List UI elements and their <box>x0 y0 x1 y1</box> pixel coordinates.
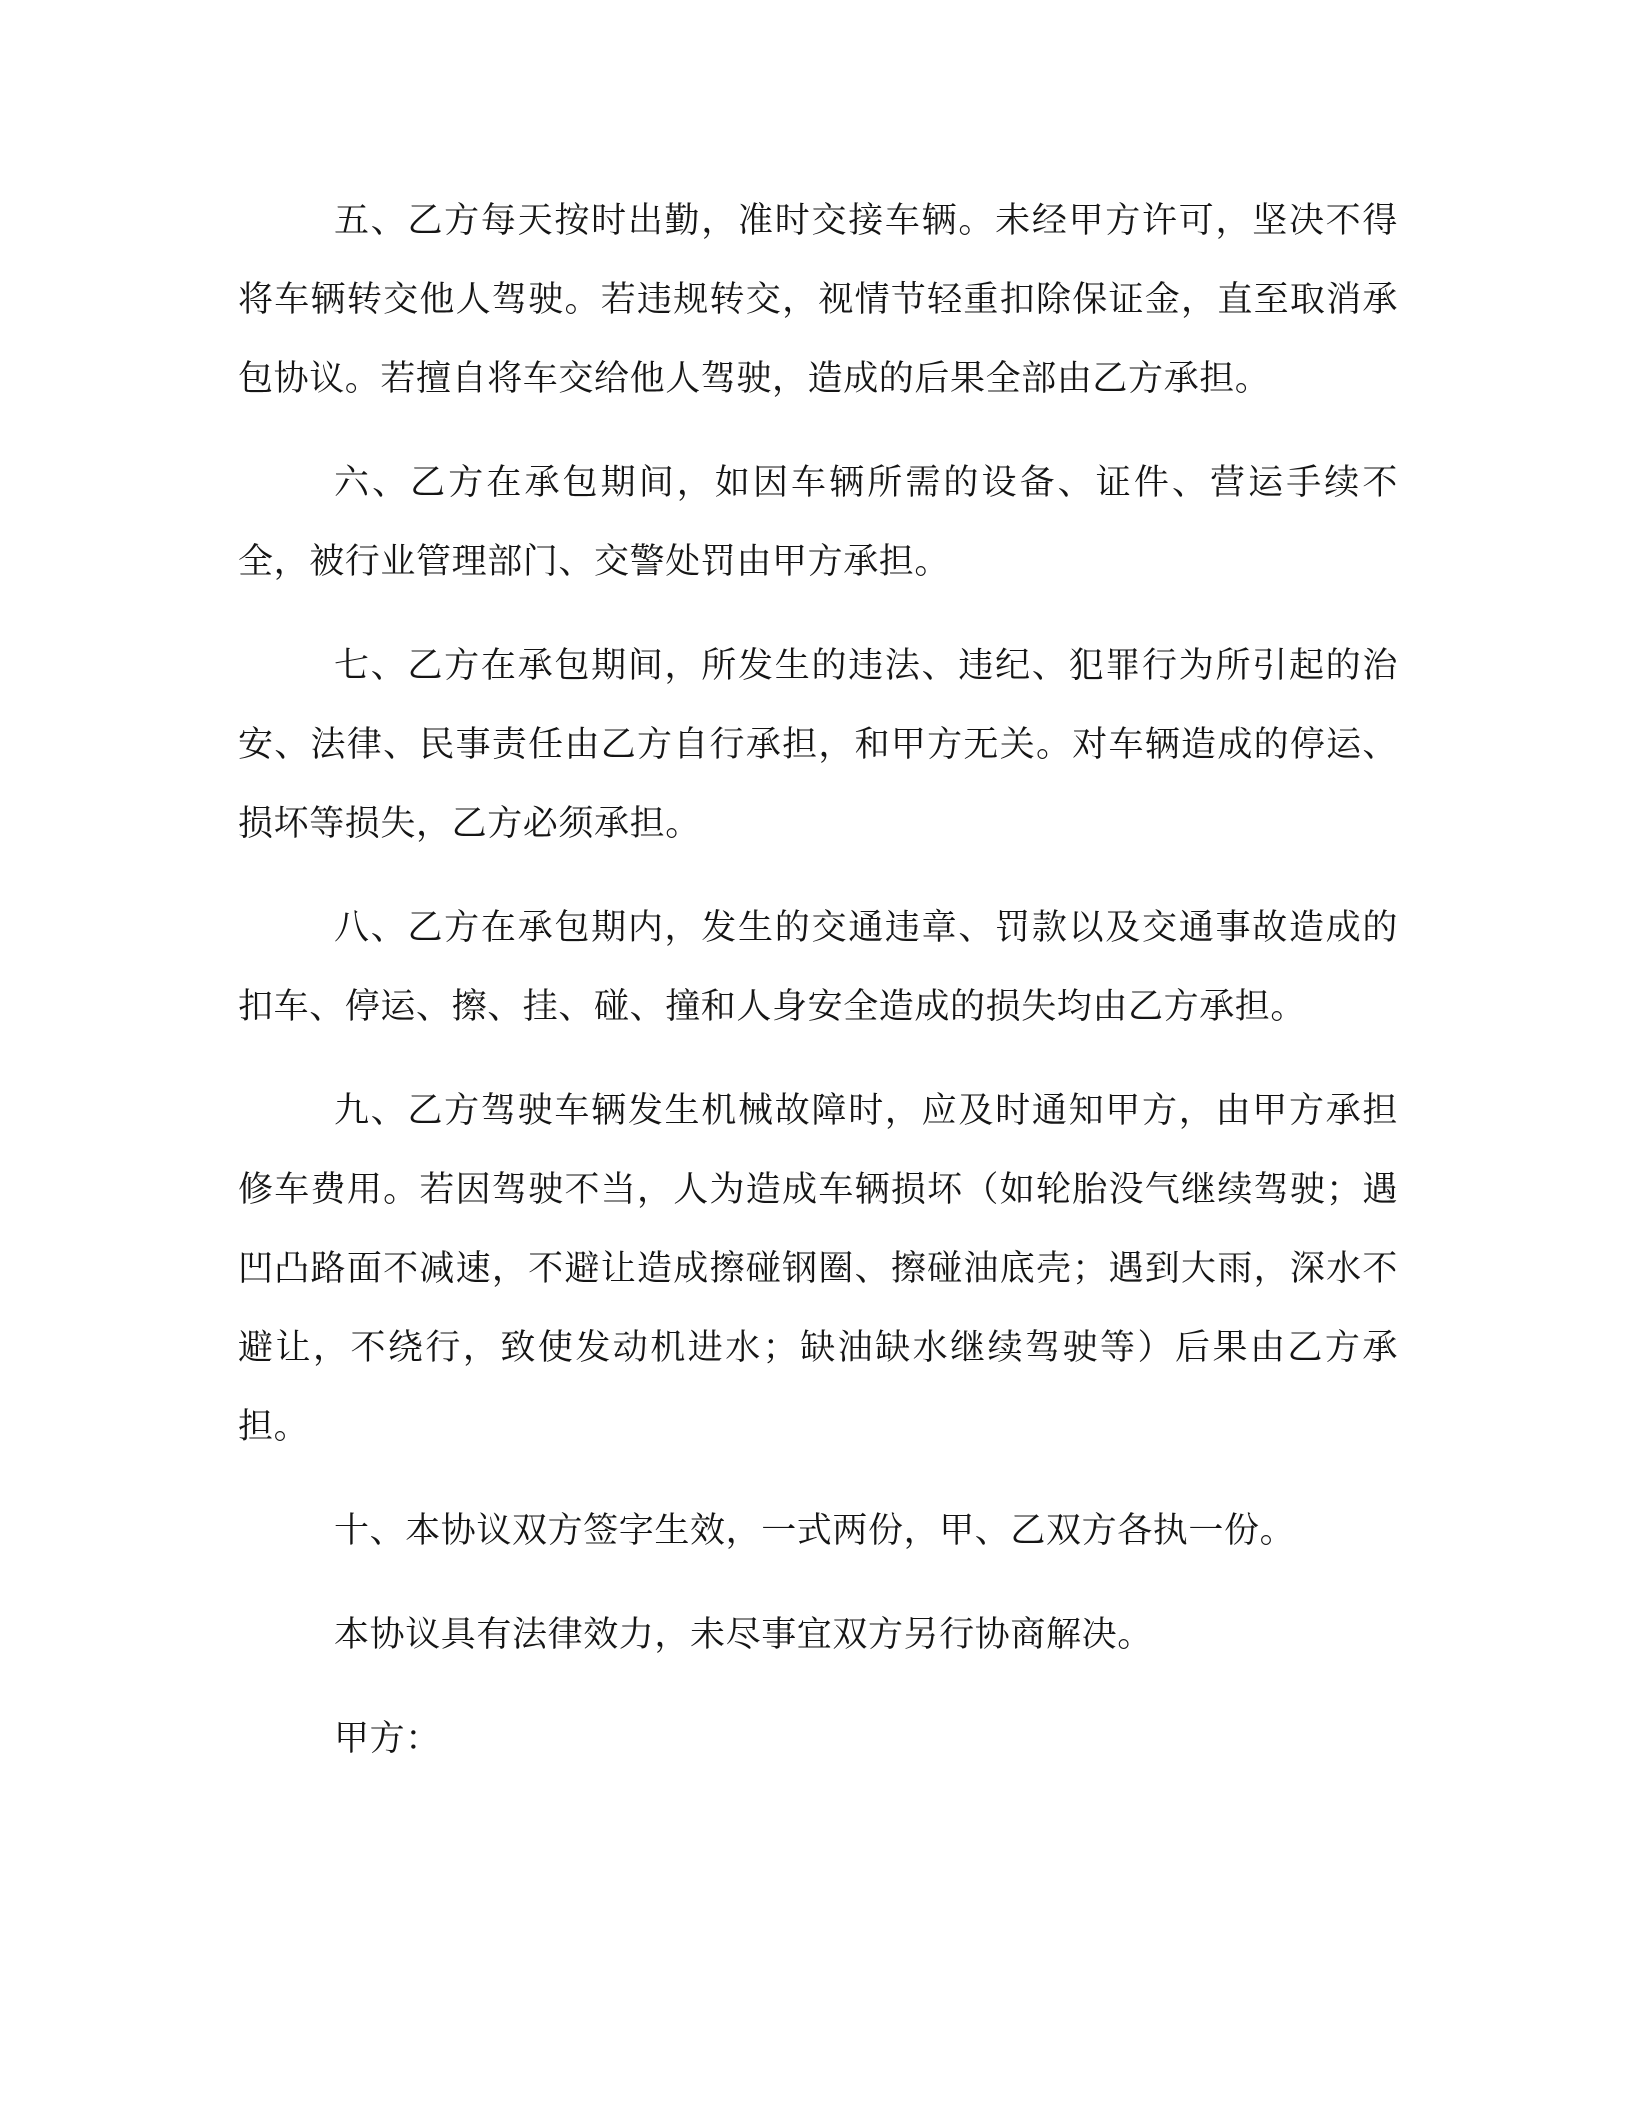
clause-7: 七、乙方在承包期间，所发生的违法、违纪、犯罪行为所引起的治安、法律、民事责任由乙方自行承担，和甲方无关。对车辆造成的停运、损坏等损失，乙方必须承担。 <box>238 646 1398 844</box>
party-a-signature-label: 甲方： <box>334 1719 441 1759</box>
clause-9: 九、乙方驾驶车辆发生机械故障时，应及时通知甲方，由甲方承担修车费用。若因驾驶不当，人为造成车辆损坏（如轮胎没气继续驾驶；遇凹凸路面不减速，不避让造成擦碰钢圈、擦碰油底壳；遇到大雨，深水不避让，不绕行，致使发动机进水；缺油缺水继续驾驶等）后果由乙方承担。 <box>238 1091 1398 1447</box>
document-body <box>238 182 1398 1804</box>
clause-5: 五、乙方每天按时出勤，准时交接车辆。未经甲方许可，坚决不得将车辆转交他人驾驶。若违规转交，视情节轻重扣除保证金，直至取消承包协议。若擅自将车交给他人驾驶，造成的后果全部由乙方承担。 <box>238 201 1398 399</box>
clause-10: 十、本协议双方签字生效，一式两份，甲、乙双方各执一份。 <box>334 1511 1296 1551</box>
clause-6: 六、乙方在承包期间，如因车辆所需的设备、证件、营运手续不全，被行业管理部门、交警处罚由甲方承担。 <box>238 463 1398 582</box>
legal-effect-statement: 本协议具有法律效力，未尽事宜双方另行协商解决。 <box>334 1615 1153 1655</box>
clause-8: 八、乙方在承包期内，发生的交通违章、罚款以及交通事故造成的扣车、停运、擦、挂、碰、撞和人身安全造成的损失均由乙方承担。 <box>238 908 1398 1027</box>
